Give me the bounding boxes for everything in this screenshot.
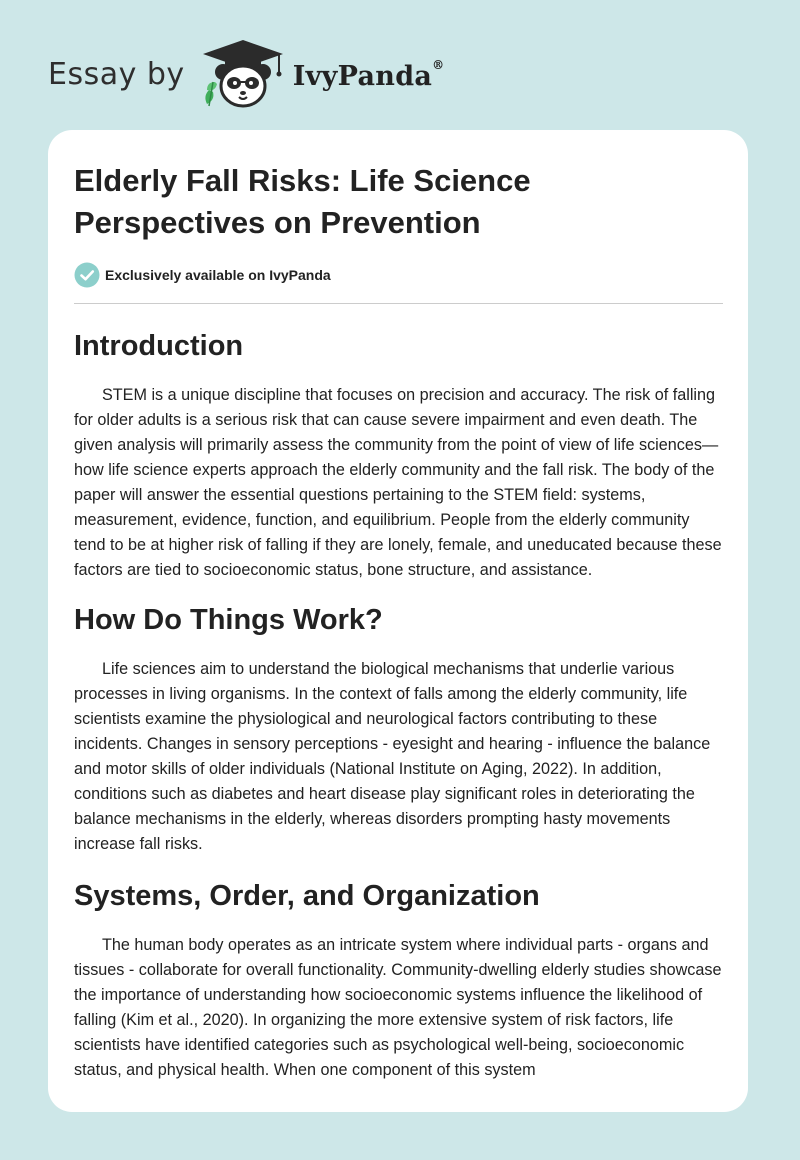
exclusive-badge-text: Exclusively available on IvyPanda (105, 267, 331, 283)
site-header (48, 38, 444, 110)
section-introduction (74, 329, 722, 583)
divider (74, 303, 723, 304)
registered-mark: ® (432, 57, 445, 72)
exclusive-badge (74, 260, 722, 290)
check-circle-icon (74, 262, 100, 288)
panda-graduate-icon (199, 38, 287, 110)
section-heading: Systems, Order, and Organization (74, 880, 540, 912)
section-systems-order-organization (74, 879, 722, 1083)
section-paragraph: STEM is a unique discipline that focuses on precision and accuracy. The risk of falling for older adults is a serious risk that can cause severe impairment and even death. The given analysis will primarily assess the community from the point of view of life sciences—how life science experts approach the elderly community and the fall risk. The body of the paper will answer the essential questions pertaining to the STEM field: systems, measurement, evidence, function, and equilibrium. People from the elderly community tend to be at higher risk of falling if they are lonely, female, and uneducated because these factors are tied to socioeconomic status, bone structure, and assistance. (74, 386, 722, 579)
brand-name: IvyPanda® (292, 57, 445, 92)
page-title: Elderly Fall Risks: Life Science Perspectives on Prevention (74, 163, 531, 240)
section-heading: How Do Things Work? (74, 604, 383, 636)
essay-by-label: Essay by (48, 56, 185, 92)
section-how-do-things-work (74, 603, 722, 857)
section-heading: Introduction (74, 330, 244, 362)
essay-card (48, 130, 748, 1112)
section-paragraph: The human body operates as an intricate system where individual parts - organs and tissues - collaborate for overall functionality. Community-dwelling elderly studies showcase the importance of understanding how socioeconomic systems influence the likelihood of falling (Kim et al., 2020). In organizing the more extensive system of risk factors, life scientists have identified categories such as psychological well-being, socioeconomic status, and physical health. When one component of this system (74, 936, 722, 1079)
section-paragraph: Life sciences aim to understand the biological mechanisms that underlie various processes in living organisms. In the context of falls among the elderly community, life scientists examine the physiological and neurological factors contributing to these incidents. Changes in sensory perceptions - eyesight and hearing - influence the balance and motor skills of older individuals (National Institute on Aging, 2022). In addition, conditions such as diabetes and heart disease play significant roles in deteriorating the balance mechanisms in the elderly, whereas disorders prompting hasty movements increase fall risks. (74, 660, 711, 853)
